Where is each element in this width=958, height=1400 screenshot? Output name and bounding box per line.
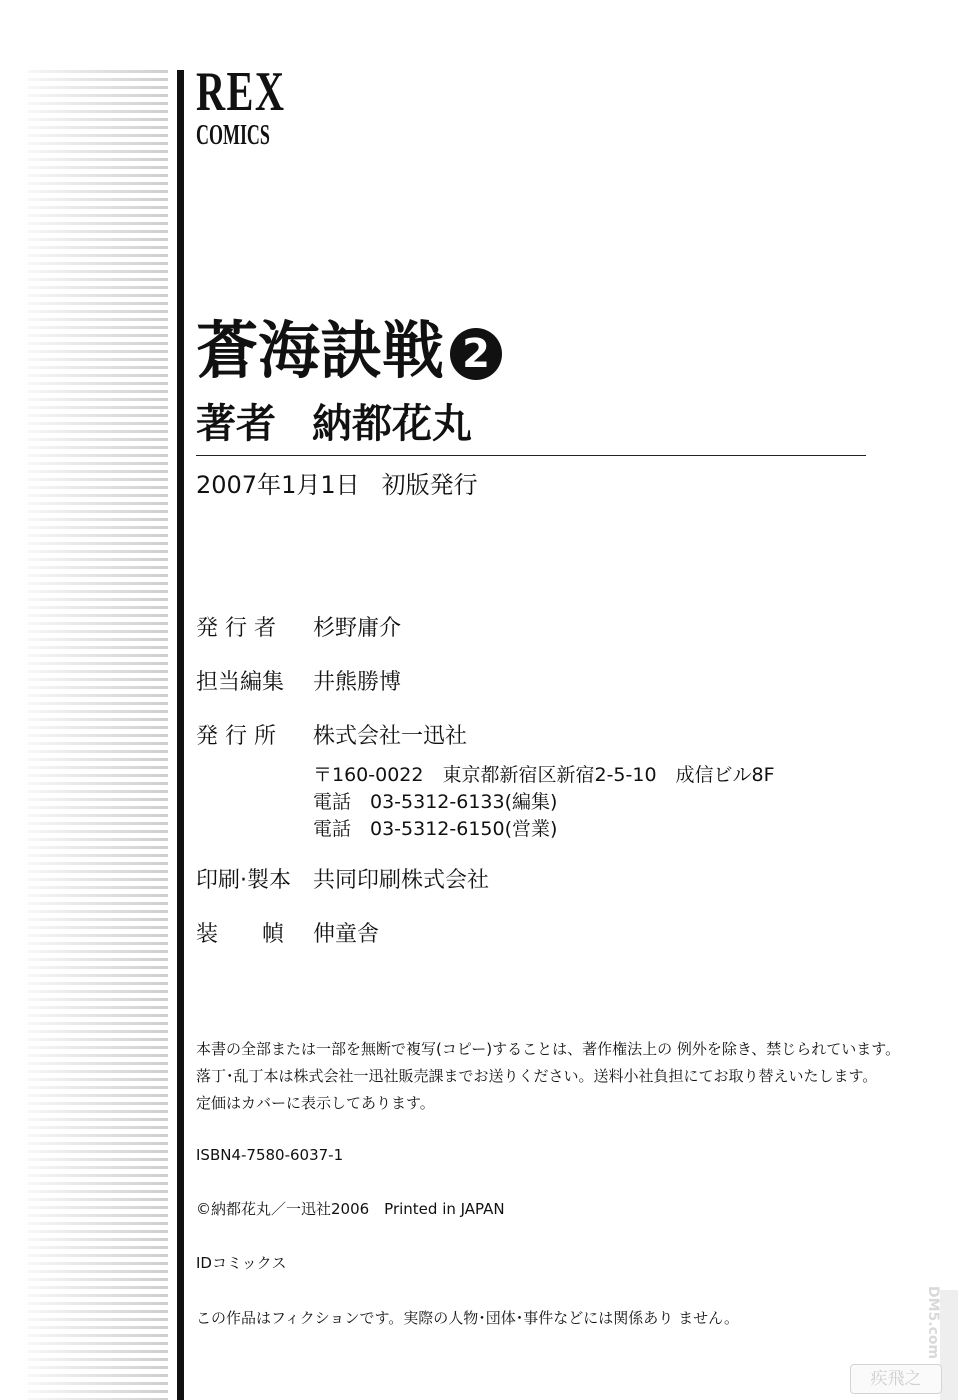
watermark-vertical: DM5.com (925, 1286, 941, 1360)
copyright: ©納都花丸／一迅社2006 Printed in JAPAN (196, 1200, 505, 1218)
first-edition-line (196, 469, 478, 501)
phone-sales: 電話 03-5312-6150(営業) (313, 818, 558, 840)
credit-label: 装 幀 (196, 922, 285, 947)
logo-comics: COMICS (196, 119, 270, 151)
credit-value: 井熊勝博 (313, 670, 402, 695)
book-title-text: 蒼海訣戦 (196, 314, 445, 387)
notice-price: 定価はカバーに表示してあります。 (196, 1094, 435, 1112)
phone-editorial: 電話 03-5312-6133(編集) (313, 791, 558, 813)
logo-rex: REX (196, 61, 286, 123)
credit-label: 発 行 者 (196, 616, 276, 641)
author-name: 納都花丸 (312, 401, 472, 447)
author-label: 著者 (196, 401, 276, 447)
imprint-label: IDコミックス (196, 1254, 287, 1272)
postal-address: 〒160-0022 東京都新宿区新宿2-5-10 成信ビル8F (313, 764, 775, 786)
watermark-badge: 疾飛之 (850, 1364, 942, 1394)
book-title (196, 316, 502, 386)
credit-value: 伸童舎 (313, 922, 380, 947)
publication-date: 2007年1月1日 (196, 471, 360, 499)
credit-label: 印刷·製本 (196, 868, 291, 893)
decorative-stripes (28, 70, 168, 1400)
divider (196, 455, 866, 456)
credit-label: 発 行 所 (196, 724, 276, 749)
vertical-rule (177, 70, 184, 1400)
volume-badge: 2 (450, 328, 502, 380)
fiction-notice: この作品はフィクションです。実際の人物･団体･事件などには関係あり ません。 (196, 1309, 739, 1327)
watermark-bar (940, 1290, 958, 1400)
notice-copying: 本書の全部または一部を無断で複写(コピー)することは、著作権法上の 例外を除き、禁じられています。 (196, 1040, 901, 1058)
credit-label: 担当編集 (196, 670, 285, 695)
credit-value: 株式会社一迅社 (313, 724, 468, 749)
author-line (196, 400, 472, 448)
isbn: ISBN4-7580-6037-1 (196, 1146, 344, 1164)
credit-value: 共同印刷株式会社 (313, 868, 490, 893)
edition-label: 初版発行 (381, 471, 478, 499)
notice-defects: 落丁･乱丁本は株式会社一迅社販売課までお送りください。送料小社負担にてお取り替えいたします。 (196, 1067, 878, 1085)
credit-value: 杉野庸介 (313, 616, 402, 641)
rex-comics-logo (196, 61, 320, 151)
